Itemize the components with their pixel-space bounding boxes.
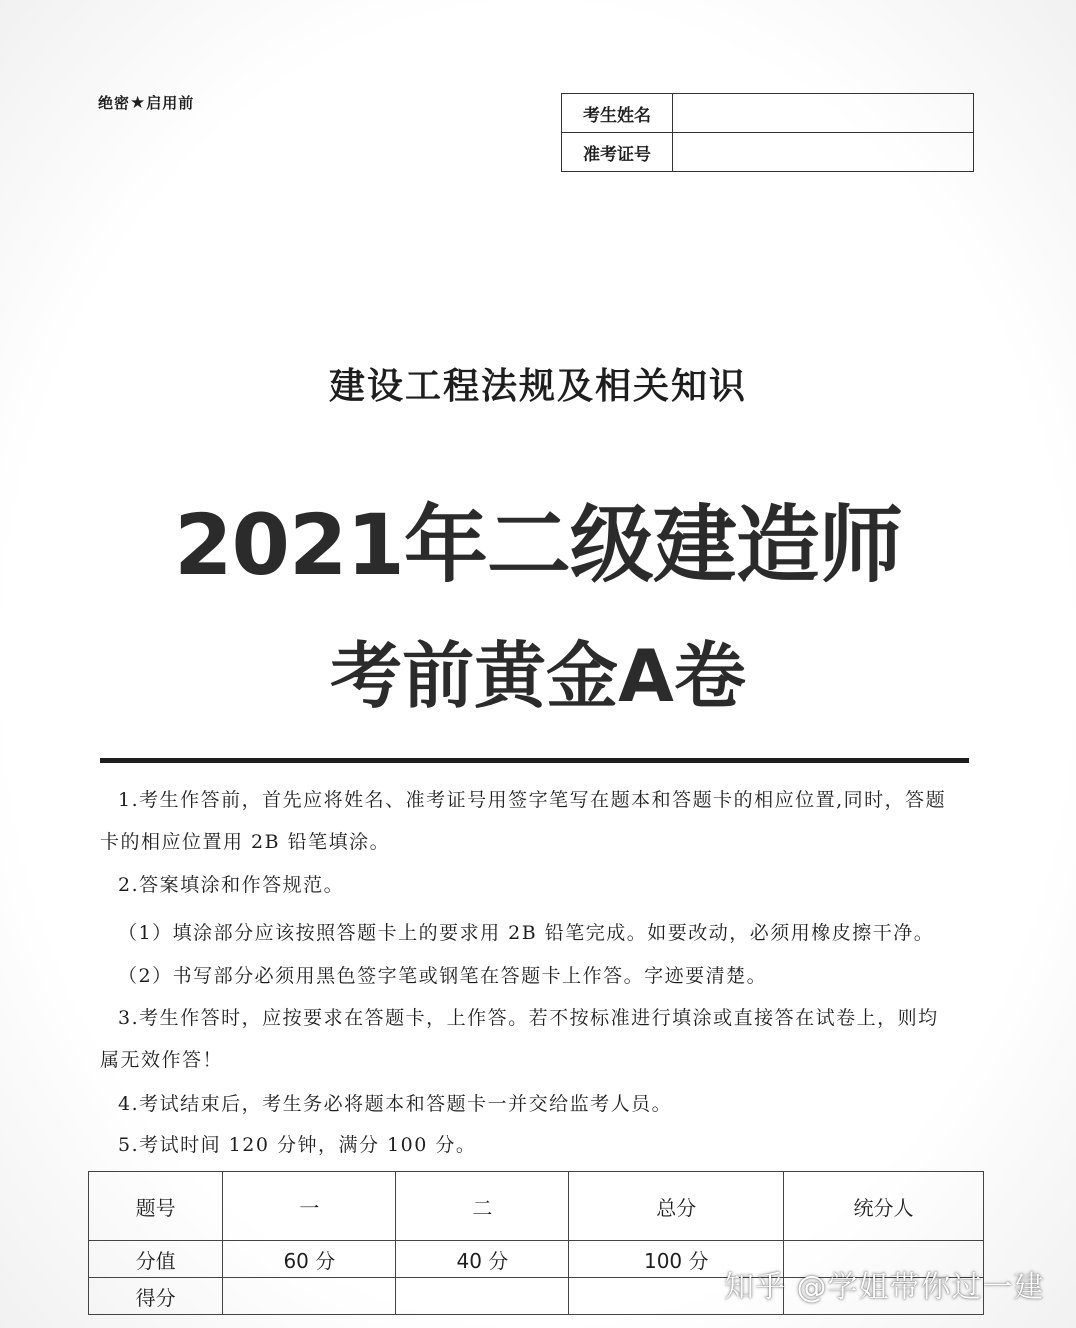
instruction-line: 2.答案填涂和作答规范。 [118,874,345,896]
points-cell: 100 分 [569,1241,784,1278]
header-cell: 统分人 [784,1172,984,1241]
score-cell: 得分 [89,1278,223,1315]
score-cell[interactable] [396,1278,569,1315]
candidate-info-table [561,93,974,172]
header-cell: 二 [396,1172,569,1241]
instruction-line: （1）填涂部分应该按照答题卡上的要求用 2B 铅笔完成。如要改动，必须用橡皮擦干净。 [118,922,935,944]
watermark: 知乎 @学姐带你过一建 [724,1270,1045,1305]
points-cell: 40 分 [396,1241,569,1278]
points-cell: 分值 [89,1241,223,1278]
star-icon: ★ [130,93,147,113]
instruction-line: 4.考试结束后，考生务必将题本和答题卡一并交给监考人员。 [118,1093,673,1115]
header-cell: 一 [223,1172,396,1241]
score-cell[interactable] [223,1278,396,1315]
exam-id-label: 准考证号 [562,133,673,172]
exam-title: 2021年二级建造师 [174,496,902,594]
points-cell: 60 分 [223,1241,396,1278]
exam-id-field[interactable] [673,133,974,172]
header-cell: 题号 [89,1172,223,1241]
header-cell: 总分 [569,1172,784,1241]
secret-suffix: 启用前 [146,94,195,112]
name-field[interactable] [673,94,974,133]
secret-label: 绝密 [98,94,131,112]
divider [100,758,969,763]
instruction-line: （2）书写部分必须用黑色签字笔或钢笔在答题卡上作答。字迹要清楚。 [118,965,768,987]
table-row [89,1172,984,1241]
name-label: 考生姓名 [562,94,673,133]
confidential-mark [98,92,194,113]
instruction-line: 属无效作答！ [100,1049,224,1071]
instruction-line: 5.考试时间 120 分钟，满分 100 分。 [118,1134,477,1156]
paper-title: 考前黄金A卷 [330,634,746,718]
subject-title: 建设工程法规及相关知识 [328,366,747,407]
instruction-line: 卡的相应位置用 2B 铅笔填涂。 [100,831,391,853]
instruction-line: 3.考生作答时，应按要求在答题卡，上作答。若不按标准进行填涂或直接答在试卷上，则均 [118,1007,939,1029]
instruction-line: 1.考生作答前，首先应将姓名、准考证号用签字笔写在题本和答题卡的相应位置,同时，答题 [118,789,947,811]
